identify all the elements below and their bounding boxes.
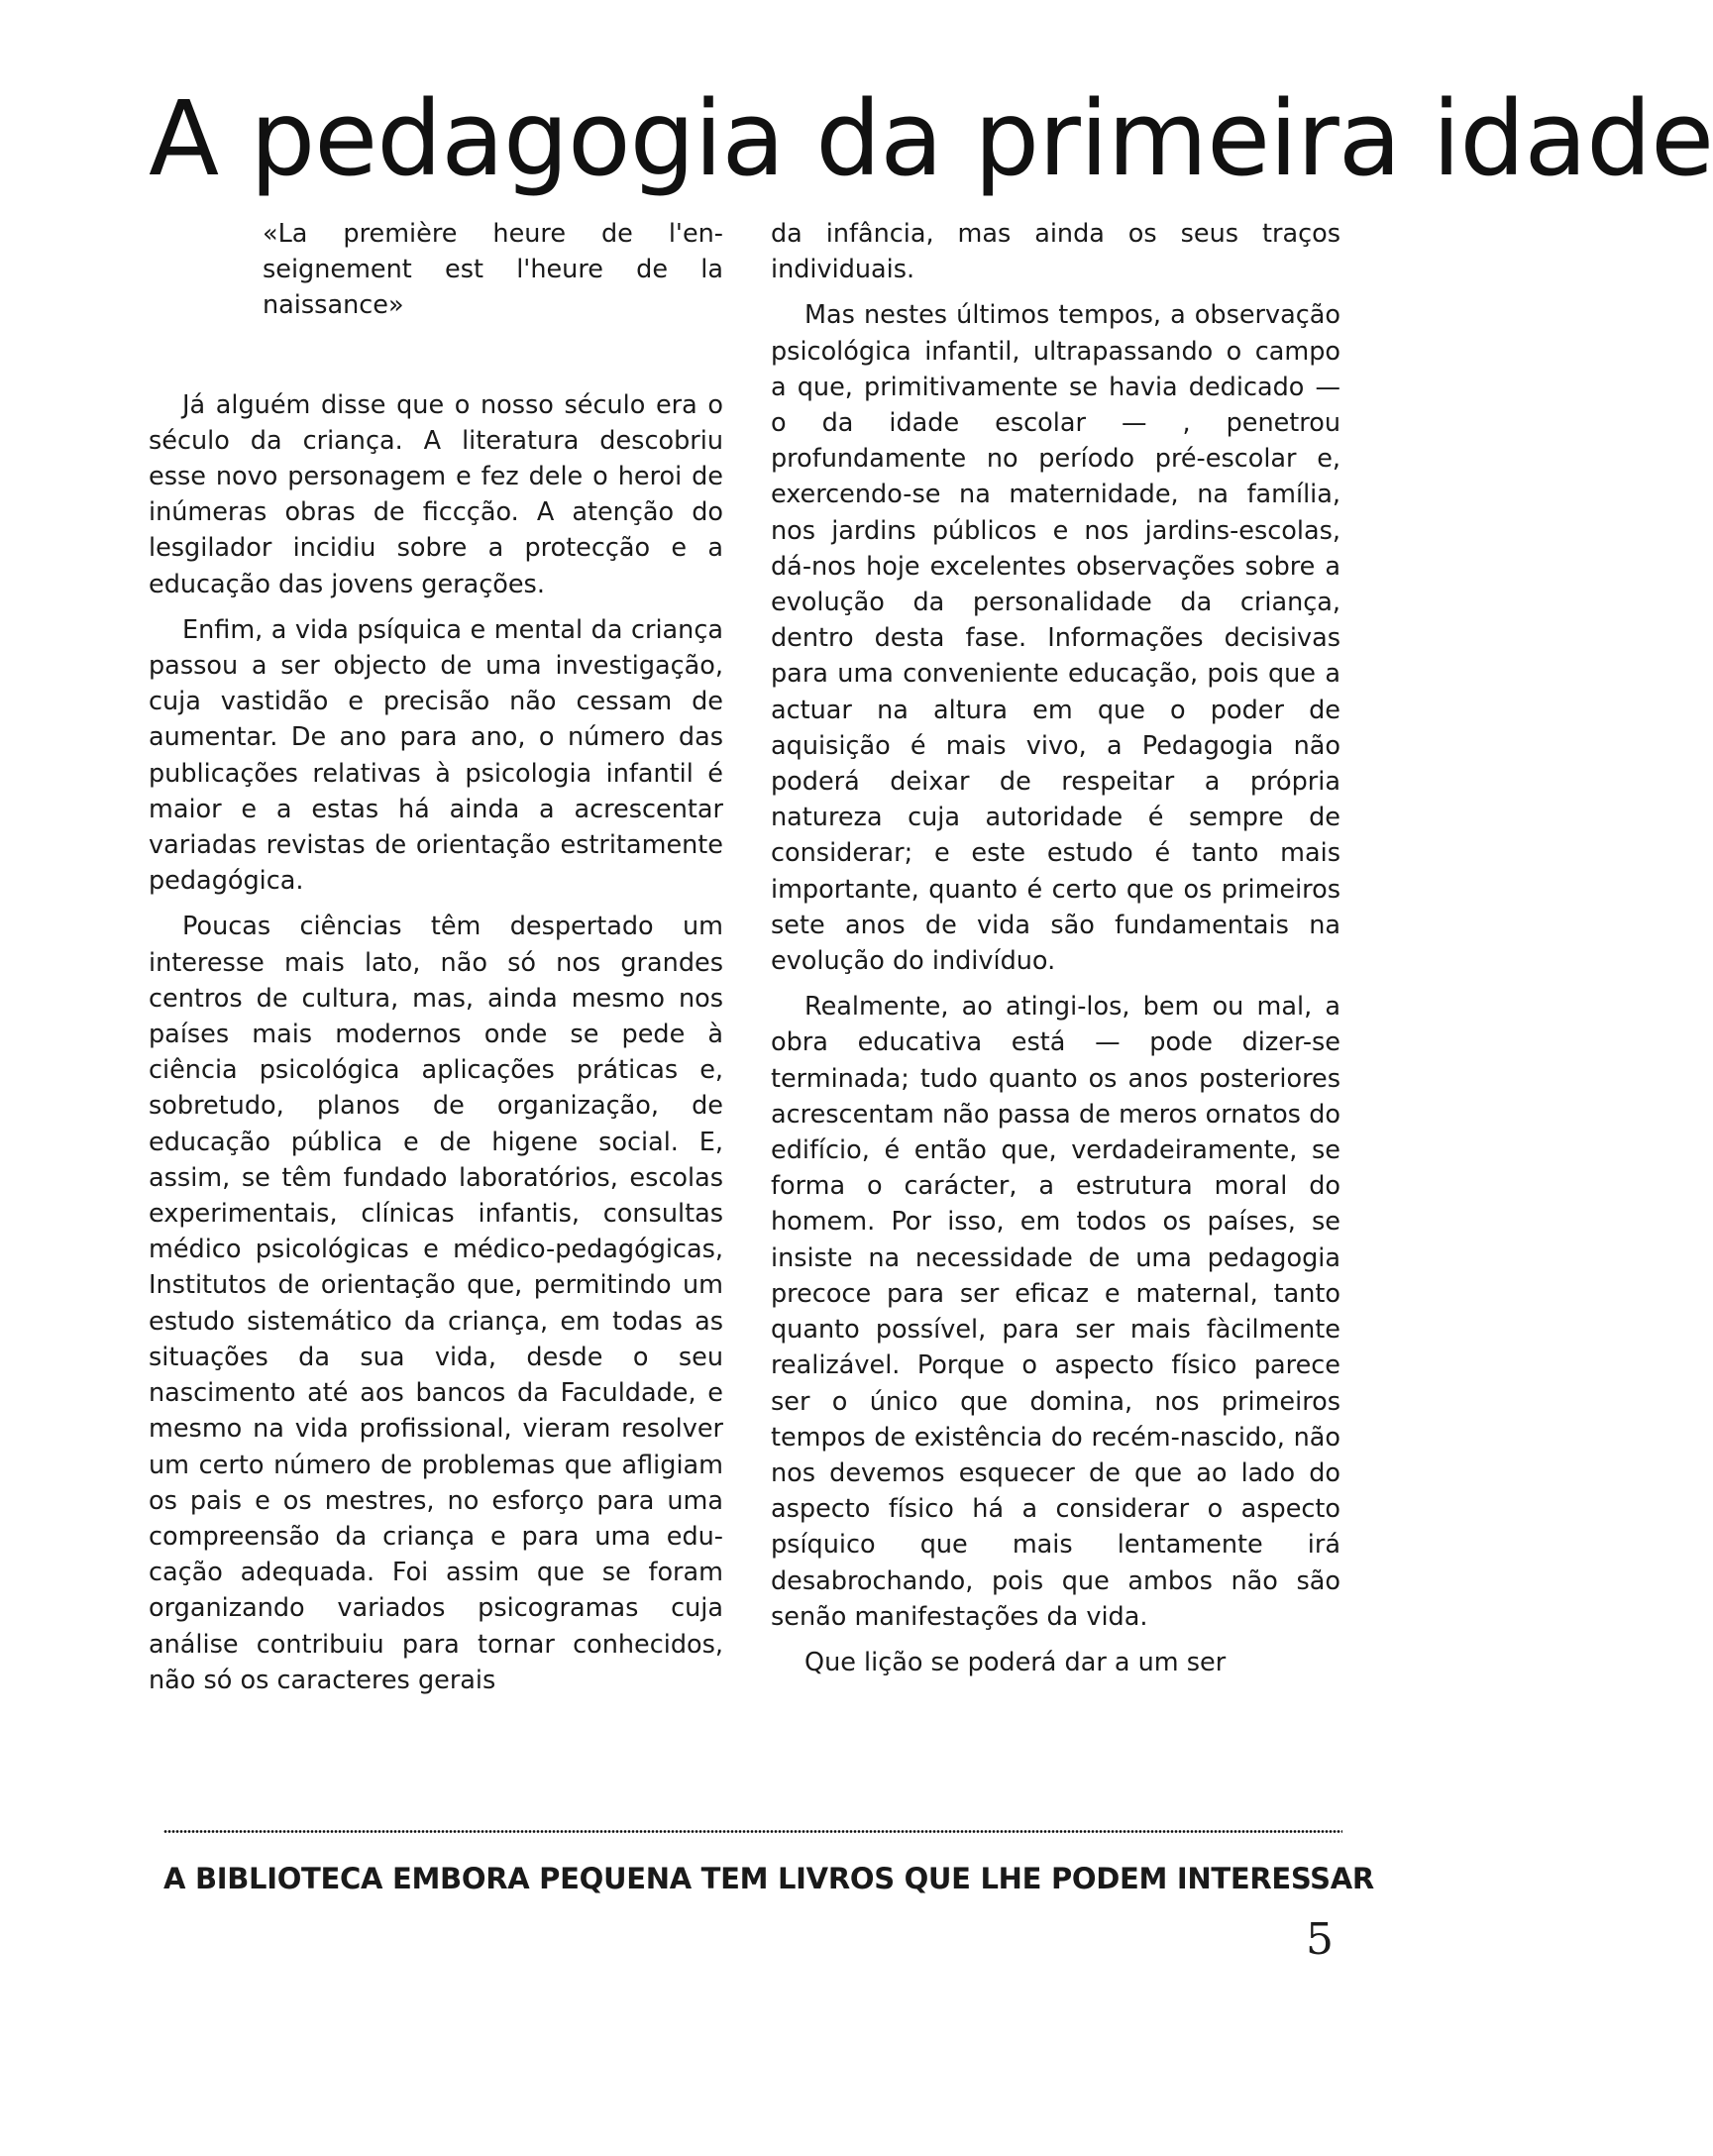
epigraph: «La première heure de l'enseignement est l'heure de la naissance» — [263, 219, 723, 321]
paragraph: Realmente, ao atingi-los, bem ou mal, a obra educativa está — pode dizer-se terminada; tudo quanto os anos posteriores acrescentam não passa de meros ornatos do edifício, é então que, verdadeiramente, se forma o carácter, a estrutura moral do homem. Por isso, em todos os países, se insiste na necessidade de uma pedagogia precoce para ser eficaz e maternal, tanto quanto possível, para ser mais fàcilmente realizável. Porque o aspecto físico parece ser o único que domina, nos primeiros tempos de existência do recém-nascido, não nos devemos esquecer de que ao lado do aspecto físico há a considerar o aspecto psíquico que mais lentamente irá desabrochando, pois que ambos não são senão manifestações da vida. — [771, 992, 1340, 1632]
dotted-divider — [163, 1829, 1342, 1834]
paragraph-continuation: da infância, mas ainda os seus traços individuais. — [771, 219, 1340, 285]
right-column — [771, 216, 1340, 1680]
paragraph: Que lição se poderá dar a um ser — [804, 1647, 1227, 1677]
paragraph: Poucas ciências têm despertado um interesse mais lato, não só nos grandes centros de cultura, mas, ainda mesmo nos países mais modernos onde se pede à ciência psicológica aplicações práticas e, sobretudo, planos de organização, de educação pública e de higene social. E, assim, se têm fundado laboratórios, escolas experimentais, clínicas infantis, consultas médico psicológicas e médico-pedagógicas, Institutos de orientação que, permitindo um estudo sistemático da criança, em todas as situações da sua vida, desde o seu nascimento até aos bancos da Faculdade, e mesmo na vida profissional, vieram resolver um certo número de problemas que afligiam os pais e os mestres, no esforço para uma compreensão da criança e para uma educação adequada. Foi assim que se foram organizando variados psicogramas cuja análise contribuiu para tornar conhecidos, não só os caracteres gerais — [149, 912, 723, 1695]
paragraph: Já alguém disse que o nosso século era o século da criança. A literatura descobriu esse novo personagem e fez dele o heroi de inúmeras obras de ficcção. A atenção do lesgilador incidiu sobre a protecção e a educação das jovens gerações. — [149, 389, 723, 599]
paragraph: Enfim, a vida psíquica e mental da criança passou a ser objecto de uma investigação, cuja vastidão e precisão não cessam de aumentar. De ano para ano, o número das publicações relativas à psicologia infantil é maior e a estas há ainda a acrescentar variadas revistas de orientação estritamente pedagógica. — [149, 614, 723, 897]
paragraph: Mas nestes últimos tempos, a observação psicológica infantil, ultrapassando o campo a que, primitivamente se havia dedicado — o da idade escolar — , penetrou profundamente no período pré-escolar e, exercendo-se na maternidade, na família, nos jardins públicos e nos jardins-escolas, dá-nos hoje excelentes observações sobre a evolução da personalidade da criança, dentro desta fase. Informações decisivas para uma conveniente educação, pois que a actuar na altura em que o poder de aquisição é mais vivo, a Pedagogia não poderá deixar de respeitar a própria natureza cuja autoridade é sempre de considerar; e este estudo é tanto mais importante, quanto é certo que os primeiros sete anos de vida são fundamentais na evolução do indivíduo. — [771, 300, 1340, 977]
page-number: 5 — [1306, 1914, 1334, 1965]
library-banner: A BIBLIOTECA EMBORA PEQUENA TEM LIVROS QUE LHE PODEM INTERESSAR — [163, 1862, 1374, 1895]
left-column — [149, 216, 723, 1698]
page-title: A pedagogia da primeira idade — [149, 78, 1713, 199]
